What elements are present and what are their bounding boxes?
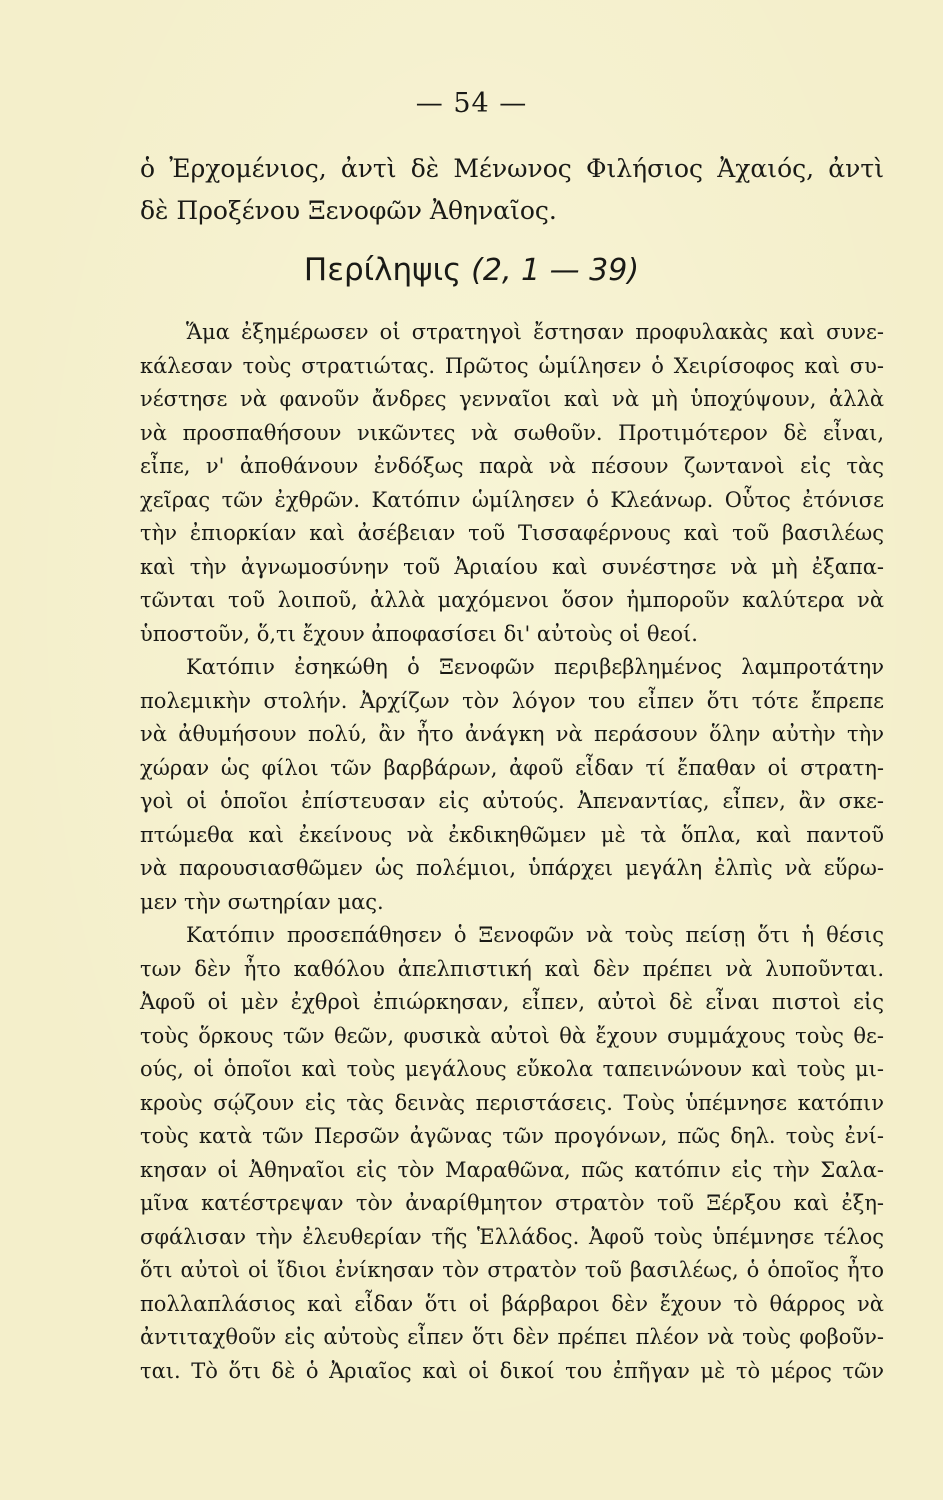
text-line: Ἅμα ἐξημέρωσεν οἱ στρατηγοὶ ἔστησαν προφυλακὰς καὶ συνε- <box>186 320 884 344</box>
text-line: ὅτι αὐτοὶ οἱ ἴδιοι ἐνίκησαν τὸν στρατὸν τοῦ βασιλέως, ὁ ὁποῖος ἦτο <box>140 1258 884 1282</box>
text-line: σφάλισαν τὴν ἐλευθερίαν τῆς Ἑλλάδος. Ἀφοῦ τοὺς ὑπέμνησε τέλος <box>140 1224 884 1249</box>
text-line: ούς, οἱ ὁποῖοι καὶ τοὺς μεγάλους εὔκολα ταπεινώνουν καὶ τοὺς μι- <box>140 1057 884 1081</box>
text-line: δὲ Προξένου Ξενοφῶν Ἀθηναῖος. <box>140 196 557 225</box>
paragraph-2 <box>140 651 884 919</box>
heading-reference: (2, 1 — 39) <box>471 253 640 288</box>
text-line: νὰ παρουσιασθῶμεν ὡς πολέμιοι, ὑπάρχει μεγάλη ἐλπὶς νὰ εὕρω- <box>140 856 884 880</box>
text-line: καὶ τὴν ἀγνωμοσύνην τοῦ Ἀριαίου καὶ συνέστησε νὰ μὴ ἐξαπα- <box>140 554 884 579</box>
text-line: πολλαπλάσιος καὶ εἶδαν ὅτι οἱ βάρβαροι δὲν ἔχουν τὸ θάρρος νὰ <box>140 1291 884 1316</box>
text-line: ἀντιταχθοῦν εἰς αὐτοὺς εἶπεν ὅτι δὲν πρέπει πλέον νὰ τοὺς φοβοῦν- <box>140 1325 884 1349</box>
text-line: χεῖρας τῶν ἐχθρῶν. Κατόπιν ὡμίλησεν ὁ Κλεάνωρ. Οὗτος ἐτόνισε <box>140 487 884 512</box>
heading-title: Περίληψις <box>303 252 462 288</box>
text-line: κησαν οἱ Ἀθηναῖοι εἰς τὸν Μαραθῶνα, πῶς κατόπιν εἰς τὴν Σαλα- <box>140 1157 884 1182</box>
text-line: τοὺς ὅρκους τῶν θεῶν, φυσικὰ αὐτοὶ θὰ ἔχουν συμμάχους τοὺς θε- <box>140 1023 884 1048</box>
paragraph-1 <box>140 316 884 651</box>
text-line: τοὺς κατὰ τῶν Περσῶν ἀγῶνας τῶν προγόνων, πῶς δηλ. τοὺς ἐνί- <box>140 1124 884 1148</box>
text-line: νὰ προσπαθήσουν νικῶντες νὰ σωθοῦν. Προτιμότερον δὲ εἶναι, <box>140 420 884 445</box>
text-line: κροὺς σῴζουν εἰς τὰς δεινὰς περιστάσεις. Τοὺς ὑπέμνησε κατόπιν <box>140 1090 884 1115</box>
text-line: πτώμεθα καὶ ἐκείνους νὰ ἐκδικηθῶμεν μὲ τὰ ὅπλα, καὶ παντοῦ <box>140 822 884 847</box>
text-line: γοὶ οἱ ὁποῖοι ἐπίστευσαν εἰς αὐτούς. Ἀπεναντίας, εἶπεν, ἂν σκε- <box>140 789 884 813</box>
text-line: τὴν ἐπιορκίαν καὶ ἀσέβειαν τοῦ Τισσαφέρνους καὶ τοῦ βασιλέως <box>140 521 884 545</box>
text-line: Ἀφοῦ οἱ μὲν ἐχθροὶ ἐπιώρκησαν, εἶπεν, αὐτοὶ δὲ εἶναι πιστοὶ εἰς <box>140 990 884 1014</box>
text-line: νὰ ἀθυμήσουν πολύ, ἂν ἦτο ἀνάγκη νὰ περάσουν ὅλην αὐτὴν τὴν <box>140 722 884 746</box>
text-line: νέστησε νὰ φανοῦν ἄνδρες γενναῖοι καὶ νὰ μὴ ὑποχύψουν, ἀλλὰ <box>140 387 884 411</box>
text-line: των δὲν ἦτο καθόλου ἀπελπιστική καὶ δὲν πρέπει νὰ λυποῦνται. <box>140 956 884 981</box>
text-line: ὁ Ἐρχομένιος, ἀντὶ δὲ Μένωνος Φιλήσιος Ἀχαιός, ἀντὶ <box>140 154 884 183</box>
intro-text <box>140 148 884 232</box>
paragraph-3 <box>140 919 884 1388</box>
text-line: κάλεσαν τοὺς στρατιώτας. Πρῶτος ὡμίλησεν ὁ Χειρίσοφος καὶ συ- <box>140 353 884 378</box>
text-line: εἶπε, ν' ἀποθάνουν ἐνδόξως παρὰ νὰ πέσουν ζωντανοὶ εἰς τὰς <box>140 454 884 478</box>
text-line: Κατόπιν ἐσηκώθη ὁ Ξενοφῶν περιβεβλημένος λαμπροτάτην <box>186 655 884 679</box>
text-line: πολεμικὴν στολήν. Ἀρχίζων τὸν λόγον του εἶπεν ὅτι τότε ἔπρεπε <box>140 688 884 713</box>
text-line: χώραν ὡς φίλοι τῶν βαρβάρων, ἀφοῦ εἶδαν τί ἔπαθαν οἱ στρατη- <box>140 755 884 780</box>
text-line: Κατόπιν προσεπάθησεν ὁ Ξενοφῶν νὰ τοὺς πείσῃ ὅτι ἡ θέσις <box>186 923 884 947</box>
section-heading <box>0 252 943 288</box>
text-line: μεν τὴν σωτηρίαν μας. <box>140 889 384 914</box>
text-line: ται. Τὸ ὅτι δὲ ὁ Ἀριαῖος καὶ οἱ δικοί του ἐπῆγαν μὲ τὸ μέρος τῶν <box>140 1358 884 1383</box>
summary-body <box>140 316 884 1388</box>
text-line: μῖνα κατέστρεψαν τὸν ἀναρίθμητον στρατὸν τοῦ Ξέρξου καὶ ἐξη- <box>140 1191 884 1215</box>
text-line: τῶνται τοῦ λοιποῦ, ἀλλὰ μαχόμενοι ὅσον ἠμποροῦν καλύτερα νὰ <box>140 588 884 612</box>
page-number: — 54 — <box>415 88 528 119</box>
text-line: ὑποστοῦν, ὅ,τι ἔχουν ἀποφασίσει δι' αὐτοὺς οἱ θεοί. <box>140 621 698 646</box>
